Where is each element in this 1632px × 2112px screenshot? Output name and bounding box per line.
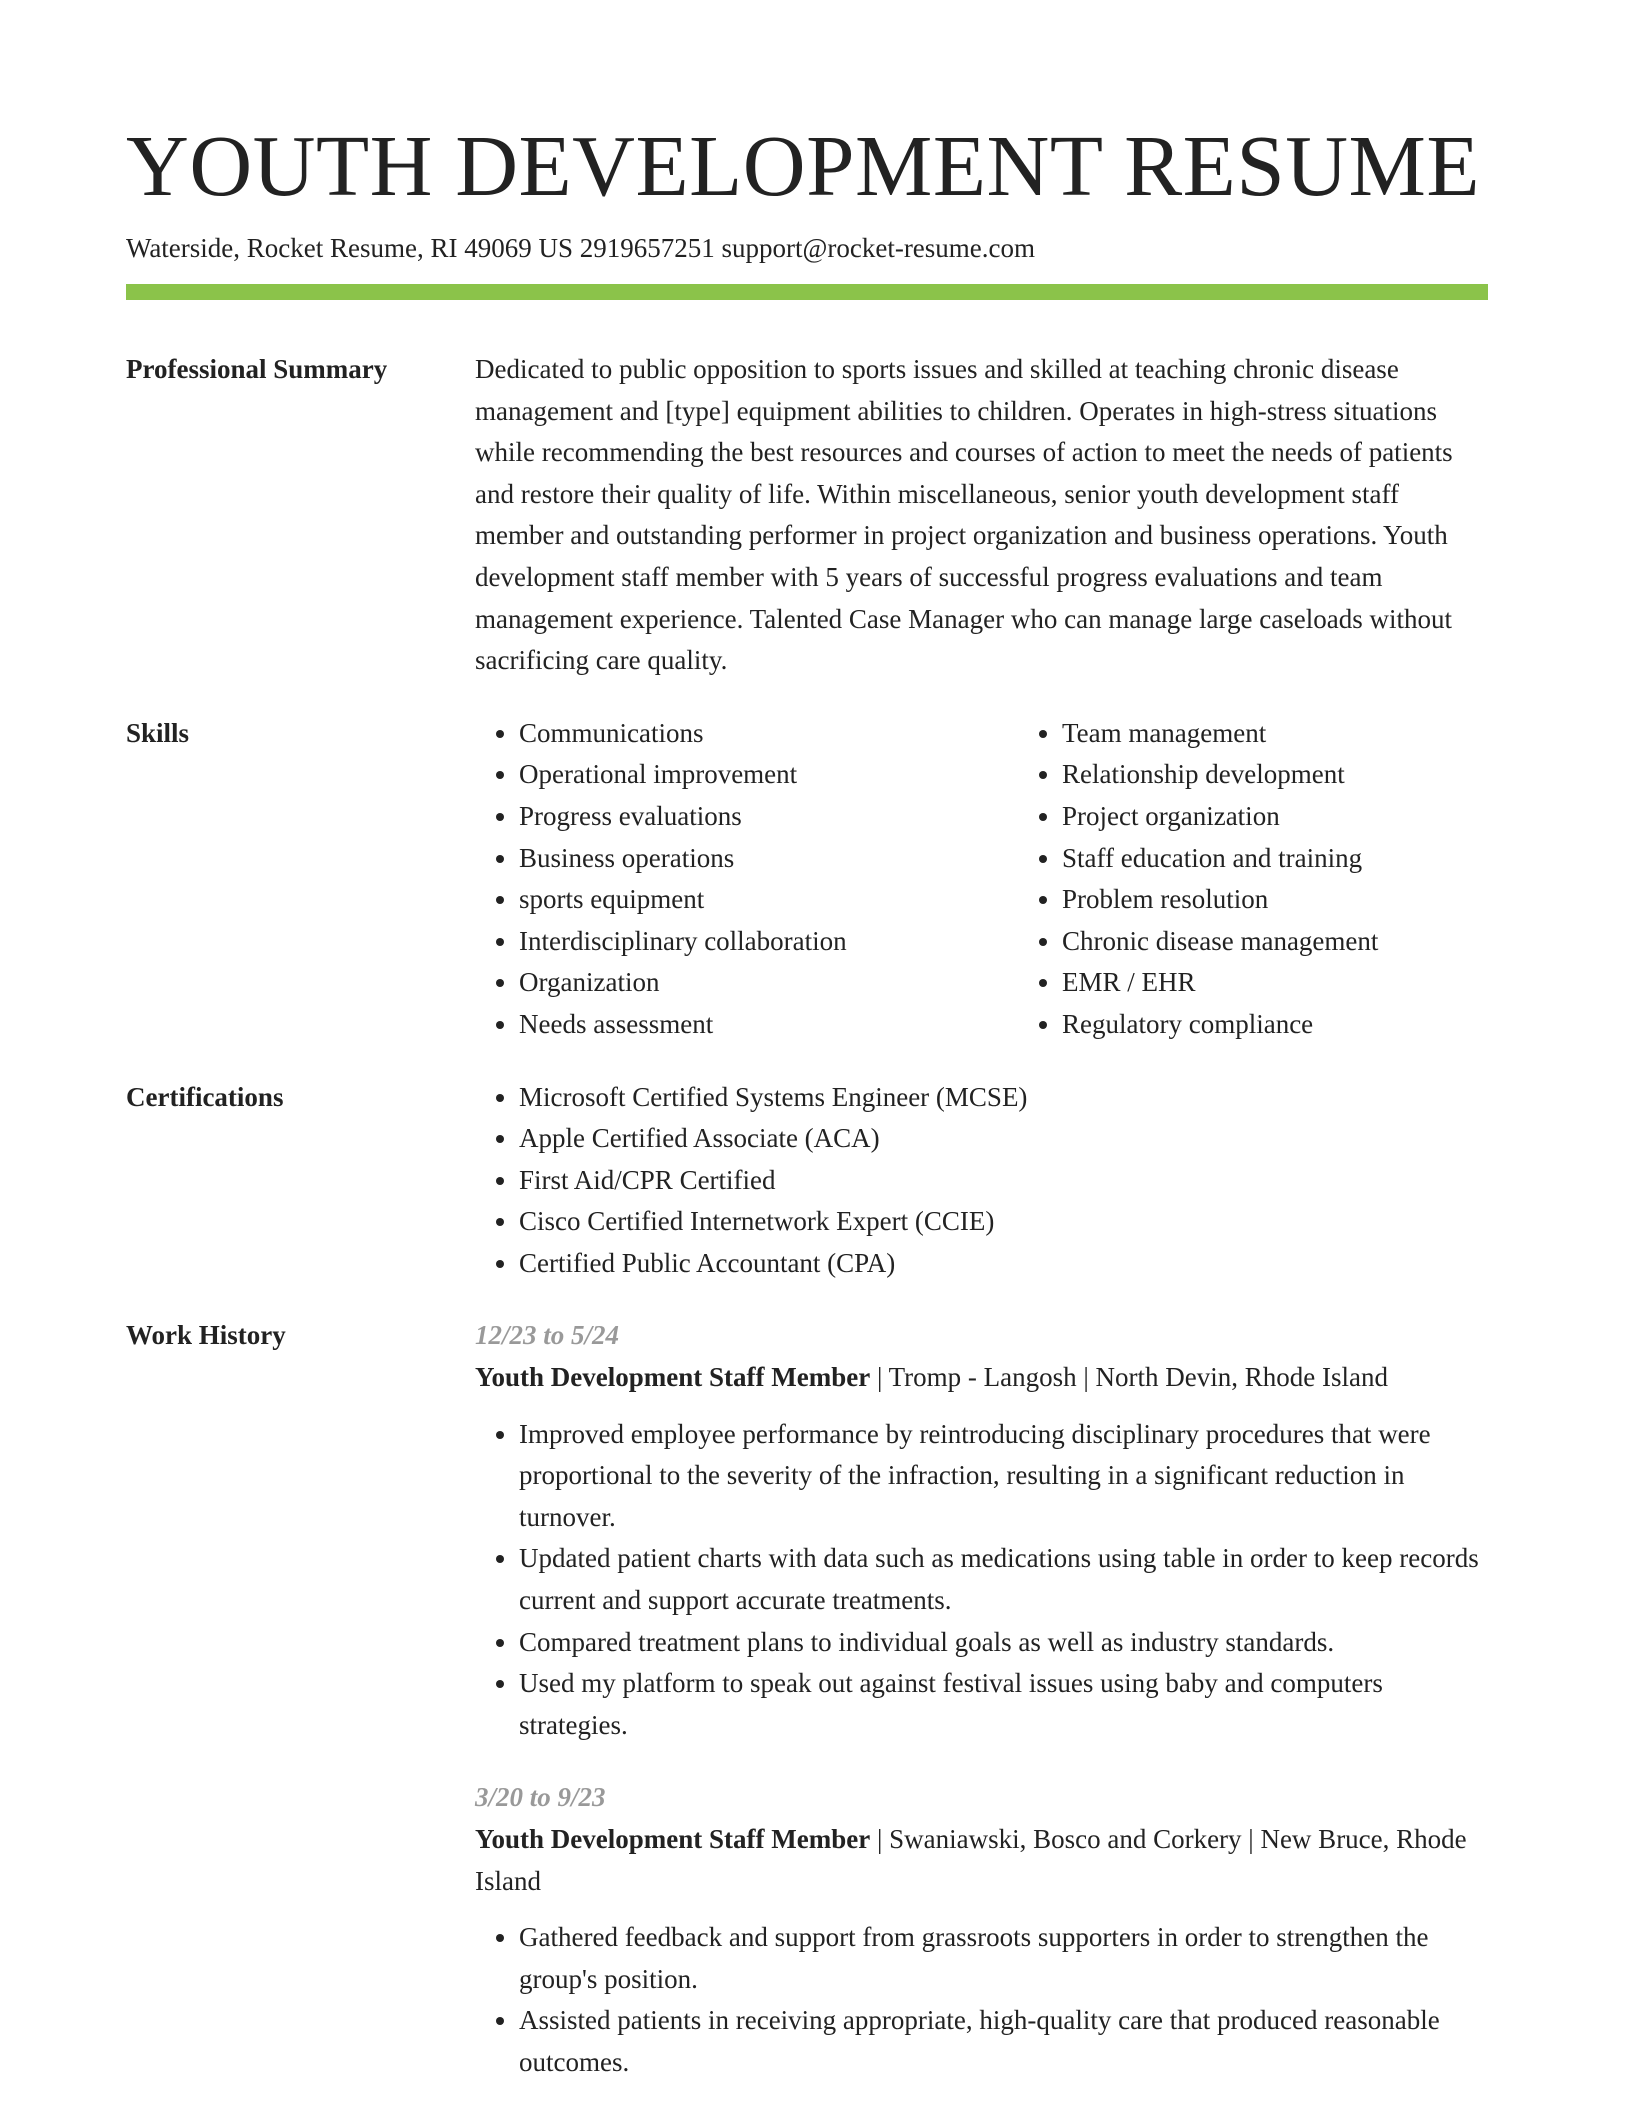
job-title: Youth Development Staff Member	[475, 1362, 871, 1393]
skill-item: • Regulatory compliance	[1062, 1004, 1561, 1046]
contact-line: Waterside, Rocket Resume, RI 49069 US 2919657251 support@rocket-resume.com	[126, 233, 1036, 263]
skill-item: • EMR / EHR	[1062, 962, 1561, 1004]
skills-section	[126, 713, 1488, 1046]
skill-item: • Needs assessment	[519, 1004, 1018, 1046]
skill-item: • Operational improvement	[519, 754, 1018, 796]
certifications-section	[126, 1077, 1488, 1285]
section-label-work-history: Work History	[126, 1320, 286, 1351]
certification-item: • Cisco Certified Internetwork Expert (CCIE)	[519, 1201, 1488, 1243]
job-bullet: • Updated patient charts with data such as medications using table in order to keep records current and support accurate treatments.	[519, 1538, 1488, 1621]
job-bullet: • Improved employee performance by reintroducing disciplinary procedures that were proportional to the severity of the infraction, resulting in a significant reduction in turnover.	[519, 1414, 1488, 1539]
skill-item: • Staff education and training	[1062, 838, 1561, 880]
skill-item: • Organization	[519, 962, 1018, 1004]
summary-text: Dedicated to public opposition to sports issues and skilled at teaching chronic disease management and [type] equipment abilities to children. Operates in high-stress situations while recommending the best resources and courses of action to meet the needs of patients and restore their quality of life. Within miscellaneous, senior youth development staff member and outstanding performer in project organization and business operations. Youth development staff member with 5 years of successful progress evaluations and team management experience. Talented Case Manager who can manage large caseloads without sacrificing care quality.	[475, 354, 1453, 676]
resume-page	[126, 0, 1488, 2084]
job-bullet: • Assisted patients in receiving appropriate, high-quality care that produced reasonable outcomes.	[519, 2000, 1488, 2083]
skills-list-right	[1018, 713, 1561, 1046]
job-bullet: • Used my platform to speak out against festival issues using baby and computers strategies.	[519, 1663, 1488, 1746]
job-dates: 3/20 to 9/23	[475, 1782, 606, 1813]
work-history-section	[126, 1315, 1488, 2083]
skill-item: • Problem resolution	[1062, 879, 1561, 921]
skill-item: • Relationship development	[1062, 754, 1561, 796]
skills-list-left	[475, 713, 1018, 1046]
job-bullet: • Gathered feedback and support from grassroots supporters in order to strengthen the group's position.	[519, 1917, 1488, 2000]
certifications-list	[475, 1077, 1488, 1285]
job-details: | Tromp - Langosh | North Devin, Rhode Island	[870, 1362, 1388, 1393]
job-bullets	[475, 1414, 1488, 1747]
summary-section	[126, 349, 1488, 682]
section-label-skills: Skills	[126, 717, 190, 748]
skill-item: • Business operations	[519, 838, 1018, 880]
skill-item: • Communications	[519, 713, 1018, 755]
job-entry	[475, 1315, 1488, 1746]
skill-item: • Team management	[1062, 713, 1561, 755]
resume-title: YOUTH DEVELOPMENT RESUME	[126, 117, 1481, 214]
job-heading	[475, 1819, 1488, 1902]
skill-item: • Project organization	[1062, 796, 1561, 838]
job-entry	[475, 1777, 1488, 2083]
job-title: Youth Development Staff Member	[475, 1824, 871, 1854]
job-bullets	[475, 1917, 1488, 2083]
skill-item: • Chronic disease management	[1062, 921, 1561, 963]
skill-item: • sports equipment	[519, 879, 1018, 921]
job-details: | Swaniawski, Bosco and Corkery | New Bruce, Rhode Island	[475, 1824, 1467, 1896]
job-bullet: • Compared treatment plans to individual goals as well as industry standards.	[519, 1622, 1488, 1664]
certification-item: • Microsoft Certified Systems Engineer (MCSE)	[519, 1077, 1488, 1119]
section-label-summary: Professional Summary	[126, 354, 388, 384]
skill-item: • Progress evaluations	[519, 796, 1018, 838]
certification-item: • First Aid/CPR Certified	[519, 1160, 1488, 1202]
certification-item: • Certified Public Accountant (CPA)	[519, 1243, 1488, 1285]
header-divider	[126, 284, 1488, 300]
section-label-certifications: Certifications	[126, 1081, 284, 1112]
skill-item: • Interdisciplinary collaboration	[519, 921, 1018, 963]
job-dates: 12/23 to 5/24	[475, 1320, 620, 1351]
certification-item: • Apple Certified Associate (ACA)	[519, 1118, 1488, 1160]
job-heading	[475, 1357, 1488, 1399]
